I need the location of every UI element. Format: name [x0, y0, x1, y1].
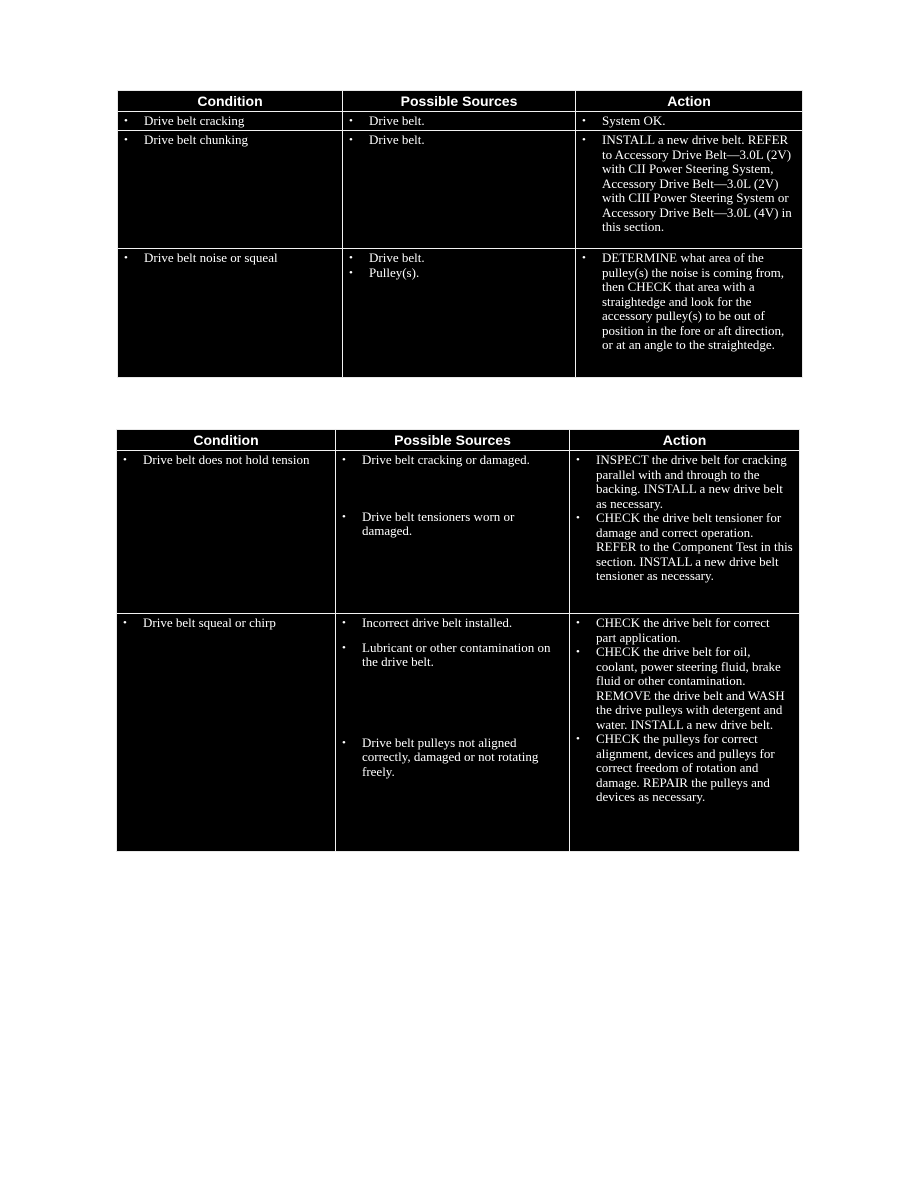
source-text: Pulley(s).	[369, 264, 420, 280]
source-text: Drive belt cracking or damaged.	[362, 452, 530, 467]
condition-cell	[118, 249, 343, 377]
table-header	[117, 430, 799, 451]
condition-text: Drive belt squeal or chirp	[143, 615, 276, 630]
bullet-icon: •	[124, 134, 128, 146]
header-condition: Condition	[117, 430, 336, 450]
bullet-icon: •	[342, 641, 346, 654]
bullet-icon: •	[576, 512, 580, 524]
action-cell	[570, 614, 799, 852]
source-text: Drive belt pulleys not aligned correctly, damaged or not rotating freely.	[362, 734, 539, 779]
condition-cell	[118, 131, 343, 248]
header-possible-sources: Possible Sources	[336, 430, 570, 450]
table-row	[118, 112, 802, 131]
table-row	[118, 131, 802, 249]
action-text: INSTALL a new drive belt. REFER to Accessory Drive Belt—3.0L (2V) with CII Power Steering System, Accessory Drive Belt—3.0L (2V) with CIII Power Steering System or Accessory Drive Belt—3.0L (4V) in this section.	[602, 132, 792, 234]
sources-cell	[343, 249, 576, 377]
table-row	[118, 249, 802, 377]
bullet-icon: •	[123, 454, 127, 466]
bullet-icon: •	[582, 115, 586, 127]
sources-cell	[336, 614, 570, 852]
condition-cell	[117, 451, 336, 613]
bullet-icon: •	[349, 134, 353, 146]
header-action: Action	[662, 432, 707, 448]
sources-cell	[343, 112, 576, 130]
action-text: CHECK the drive belt tensioner for damage and correct operation. REFER to the Component Test in this section. INSTALL a new drive belt tensioner as necessary.	[596, 510, 793, 583]
sources-cell	[343, 131, 576, 248]
bullet-icon: •	[342, 617, 346, 629]
bullet-icon: •	[342, 510, 346, 523]
diagnosis-table-2	[116, 429, 800, 852]
source-text: Drive belt.	[369, 250, 425, 265]
condition-cell	[118, 112, 343, 130]
header-action: Action	[667, 93, 711, 109]
bullet-icon: •	[349, 115, 353, 127]
bullet-icon: •	[576, 454, 580, 466]
bullet-icon: •	[582, 134, 586, 146]
bullet-icon: •	[124, 252, 128, 264]
source-text: Lubricant or other contamination on the drive belt.	[362, 639, 551, 669]
bullet-icon: •	[342, 454, 346, 466]
action-cell	[576, 249, 802, 377]
condition-text: Drive belt noise or squeal	[144, 250, 278, 265]
condition-text: Drive belt chunking	[144, 132, 248, 147]
bullet-icon: •	[123, 617, 127, 629]
table-header	[118, 91, 802, 112]
header-possible-sources: Possible Sources	[343, 91, 576, 111]
source-text: Incorrect drive belt installed.	[362, 615, 513, 630]
condition-cell	[117, 614, 336, 852]
bullet-icon: •	[576, 646, 580, 658]
action-text: CHECK the drive belt for oil, coolant, power steering fluid, brake fluid or other contamination. REMOVE the drive belt and WASH the drive pulleys with detergent and water. INSTALL a new drive belt.	[596, 644, 785, 732]
action-text: CHECK the pulleys for correct alignment, devices and pulleys for correct freedom of rotation and damage. REPAIR the pulleys and devices as necessary.	[596, 731, 775, 804]
header-condition: Condition	[118, 91, 343, 111]
bullet-icon: •	[124, 115, 128, 127]
bullet-icon: •	[582, 252, 586, 264]
action-cell	[576, 131, 802, 248]
action-text: CHECK the drive belt for correct part application.	[596, 615, 770, 645]
table-row	[117, 614, 799, 852]
bullet-icon: •	[342, 736, 346, 749]
action-text: System OK.	[602, 113, 666, 128]
source-text: Drive belt tensioners worn or damaged.	[362, 508, 515, 538]
diagnosis-table-1	[117, 90, 803, 378]
table-row	[117, 451, 799, 614]
bullet-icon: •	[349, 252, 353, 264]
sources-cell	[336, 451, 570, 613]
source-text: Drive belt.	[369, 113, 425, 128]
condition-text: Drive belt does not hold tension	[143, 452, 310, 467]
condition-text: Drive belt cracking	[144, 113, 245, 128]
bullet-icon: •	[576, 617, 580, 629]
bullet-icon: •	[576, 733, 580, 745]
action-text: INSPECT the drive belt for cracking parallel with and through to the backing. INSTALL a new drive belt as necessary.	[596, 452, 787, 511]
action-text: DETERMINE what area of the pulley(s) the noise is coming from, then CHECK that area with a straightedge and look for the accessory pulley(s) to be out of position in the fore or aft direction, or at an angle to the straightedge.	[602, 250, 785, 352]
action-cell	[576, 112, 802, 130]
bullet-icon: •	[349, 266, 353, 279]
source-text: Drive belt.	[369, 132, 425, 147]
action-cell	[570, 451, 799, 613]
